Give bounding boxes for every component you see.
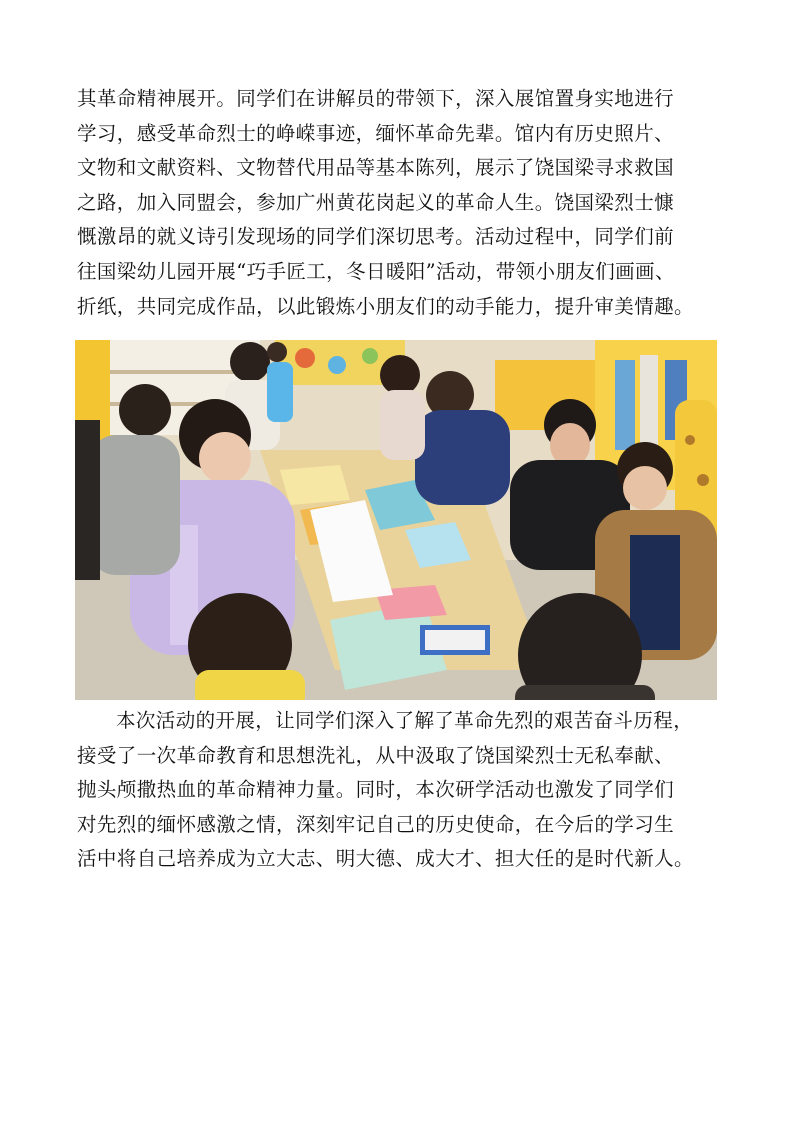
paragraph-line: 接受了一次革命教育和思想洗礼，从中汲取了饶国梁烈士无私奉献、 <box>77 743 675 767</box>
paragraph-line: 慨激昂的就义诗引发现场的同学们深切思考。活动过程中，同学们前 <box>77 225 675 249</box>
paragraph-line: 其革命精神展开。同学们在讲解员的带领下，深入展馆置身实地进行 <box>77 87 675 110</box>
paragraph-line: 折纸，共同完成作品，以此锻炼小朋友们的动手能力，提升审美情趣。 <box>77 294 694 318</box>
paragraph-line: 学习，感受革命烈士的峥嵘事迹，缅怀革命先辈。馆内有历史照片、 <box>77 121 675 145</box>
body-paragraph-2 <box>77 704 719 877</box>
body-paragraph-1 <box>77 82 719 324</box>
activity-photo <box>75 340 717 700</box>
photo-illustration <box>75 340 717 700</box>
paragraph-line: 对先烈的缅怀感激之情，深刻牢记自己的历史使命，在今后的学习生 <box>77 812 675 836</box>
paragraph-line: 本次活动的开展，让同学们深入了解了革命先烈的艰苦奋斗历程， <box>116 709 694 732</box>
paragraph-line: 文物和文献资料、文物替代用品等基本陈列，展示了饶国梁寻求救国 <box>77 156 675 180</box>
paragraph-line: 往国梁幼儿园开展“巧手匠工，冬日暖阳”活动，带领小朋友们画画、 <box>77 259 675 283</box>
paragraph-line: 抛头颅撒热血的革命精神力量。同时，本次研学活动也激发了同学们 <box>77 778 675 802</box>
paragraph-line: 之路，加入同盟会，参加广州黄花岗起义的革命人生。饶国梁烈士慷 <box>77 190 675 214</box>
paragraph-line: 活中将自己培养成为立大志、明大德、成大才、担大任的是时代新人。 <box>77 847 694 871</box>
